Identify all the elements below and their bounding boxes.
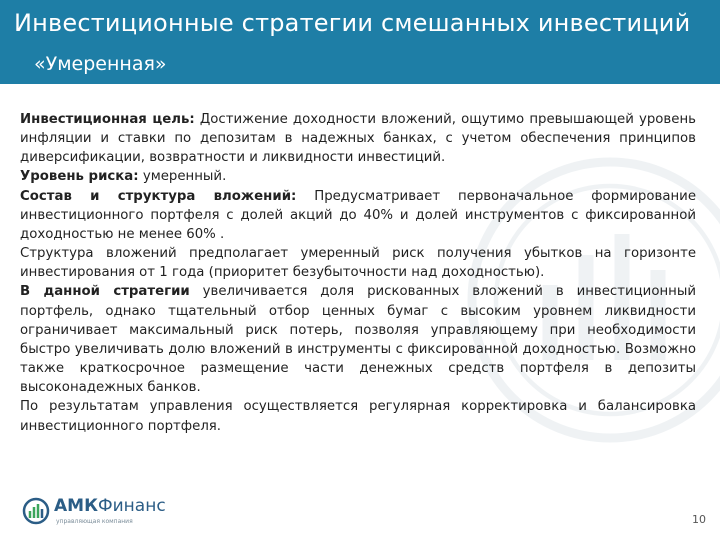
logo-tagline: управляющая компания (56, 518, 133, 525)
logo-emblem-icon (22, 496, 50, 526)
logo-bold-text: АМК (54, 496, 98, 516)
logo-wordmark (54, 496, 166, 516)
risk-text: умеренный. (138, 169, 227, 185)
logo-light-text: Финанс (97, 496, 166, 516)
risk-paragraph (20, 167, 696, 186)
structure-label: Состав и структура вложений: (20, 188, 297, 204)
structure-risk-paragraph: Структура вложений предполагает умеренный риск получения убытков на горизонте инвестирования от 1 года (приоритет безубыточности над доходностью). (20, 246, 696, 281)
risk-label: Уровень риска: (20, 169, 139, 185)
goal-text: Достижение доходности вложений, ощутимо превышающей уровень инфляции и ставки по депозитам в надежных банках, с учетом обеспечения принципов диверсификации, возвратности и ликвидности инвестиций. (20, 112, 696, 166)
strategy-paragraph (20, 282, 696, 397)
page-subtitle: «Умеренная» (34, 53, 167, 75)
goal-paragraph (20, 110, 696, 167)
header-bar (0, 0, 720, 84)
strategy-text: увеличивается доля рискованных вложений в инвестиционный портфель, однако тщательный отбор ценных бумаг с высоким уровнем ликвидности ограничивает максимальный риск потерь, позволяя управляющему при необходимости быстро увеличивать долю вложений в инструменты с фиксированной доходностью. Возможно также краткосрочное размещение части денежных средств портфеля в депозиты высоконадежных банков. (20, 284, 696, 396)
structure-paragraph (20, 187, 696, 244)
strategy-label: В данной стратегии (20, 284, 190, 300)
goal-label: Инвестиционная цель: (20, 112, 195, 127)
page-title: Инвестиционные стратегии смешанных инвестиций (14, 9, 691, 37)
page-number: 10 (692, 513, 706, 526)
results-paragraph: По результатам управления осуществляется регулярная корректировка и балансировка инвестиционного портфеля. (20, 399, 696, 434)
strategy-description (20, 110, 696, 436)
company-logo (22, 494, 166, 528)
structure-text: Предусматривает первоначальное формирование инвестиционного портфеля с долей акций до 40% и долей инструментов с фиксированной доходностью не менее 60% . (20, 188, 696, 242)
